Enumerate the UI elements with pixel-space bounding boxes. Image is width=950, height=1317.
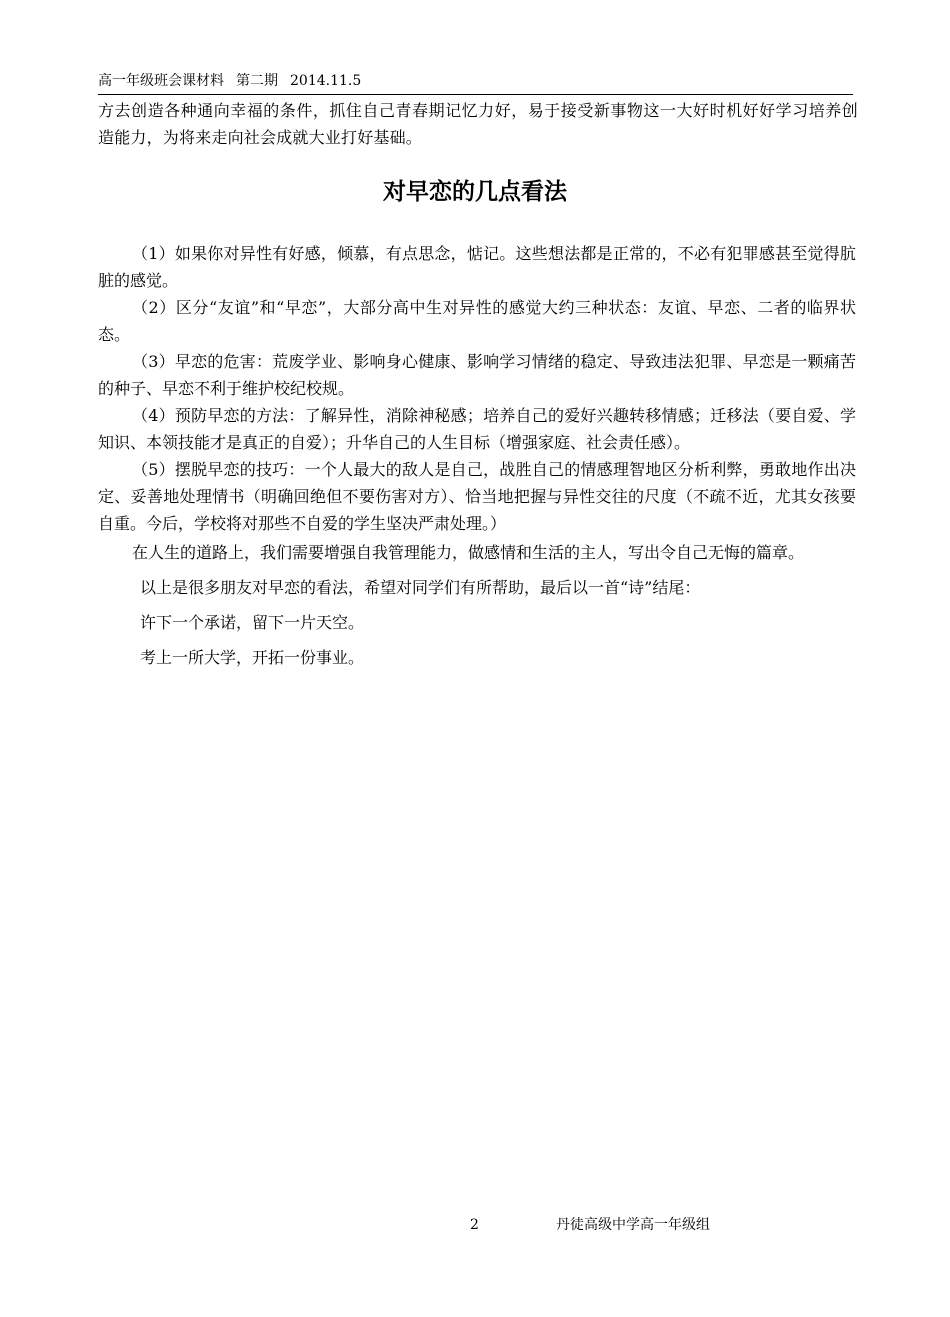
section-title: 对早恋的几点看法 [383, 179, 567, 205]
point-4: （4）预防早恋的方法：了解异性，消除神秘感；培养自己的爱好兴趣转移情感；迁移法（要自爱、学知识、本领技能才是真正的自爱）；升华自己的人生目标（增强家庭、社会责任感）。 [98, 406, 856, 452]
closing-line: 以上是很多朋友对早恋的看法，希望对同学们有所帮助，最后以一首“诗”结尾： [140, 578, 701, 597]
page-number: 2 [470, 1217, 479, 1233]
conclusion-paragraph: 在人生的道路上，我们需要增强自我管理能力，做感情和生活的主人，写出令自己无悔的篇章。 [132, 543, 805, 562]
point-5: （5）摆脱早恋的技巧：一个人最大的敌人是自己，战胜自己的情感理智地区分析利弊，勇敢地作出决定、妥善地处理情书（明确回绝但不要伤害对方）、恰当地把握与异性交往的尺度（不疏不近，尤其女孩要自重。今后，学校将对那些不自爱的学生坚决严肃处理。） [98, 460, 856, 533]
point-1: （1）如果你对异性有好感，倾慕，有点思念，惦记。这些想法都是正常的，不必有犯罪感甚至觉得肮脏的感觉。 [98, 244, 856, 290]
page-header [98, 72, 853, 95]
point-2: （2）区分“友谊”和“早恋”，大部分高中生对异性的感觉大约三种状态：友谊、早恋、二者的临界状态。 [98, 298, 856, 344]
header-title: 高一年级班会课材料 [98, 73, 224, 89]
poem-line-2: 考上一所大学，开拓一份事业。 [140, 648, 365, 667]
poem-line-1: 许下一个承诺，留下一片天空。 [140, 613, 365, 632]
footer-organization: 丹徒高级中学高一年级组 [556, 1217, 710, 1233]
header-issue: 第二期 [236, 73, 278, 89]
point-3: （3）早恋的危害：荒废学业、影响身心健康、影响学习情绪的稳定、导致违法犯罪、早恋是一颗痛苦的种子、早恋不利于维护校纪校规。 [98, 352, 856, 398]
header-date: 2014.11.5 [290, 73, 362, 89]
intro-paragraph: 方去创造各种通向幸福的条件，抓住自己青春期记忆力好，易于接受新事物这一大好时机好好学习培养创造能力，为将来走向社会成就大业打好基础。 [98, 101, 858, 147]
